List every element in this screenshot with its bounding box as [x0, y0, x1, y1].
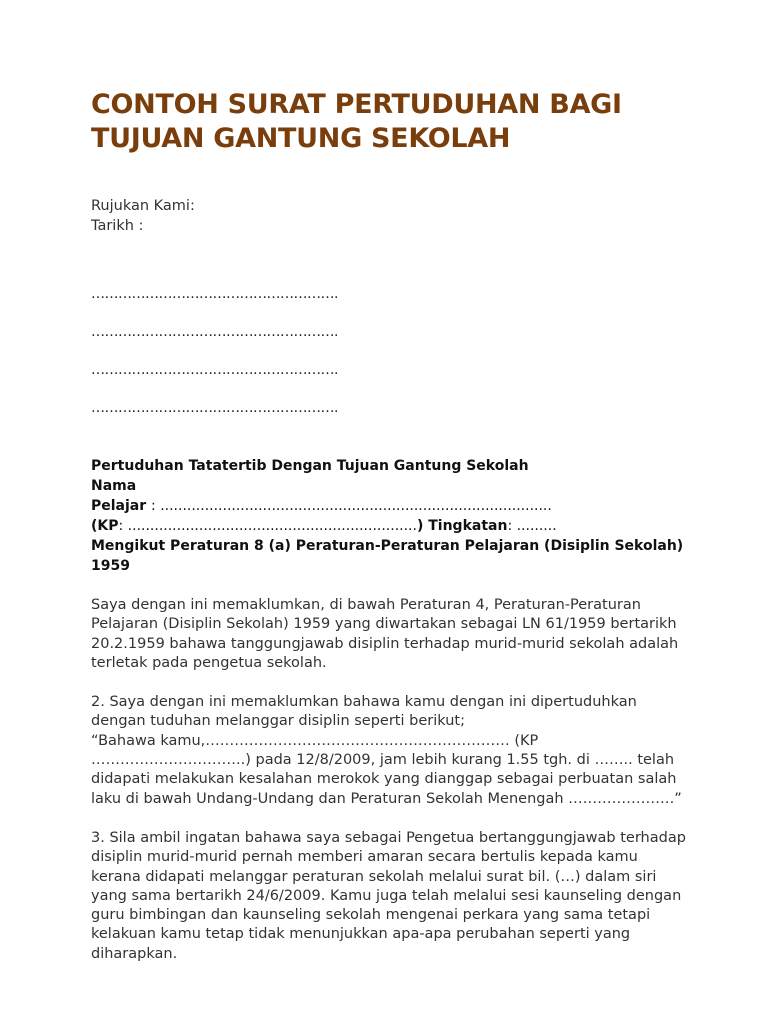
- pelajar-line: [91, 496, 688, 516]
- title-line-2: TUJUAN GANTUNG SEKOLAH: [91, 123, 511, 154]
- pelajar-label: Pelajar: [91, 498, 147, 514]
- title-line-1: CONTOH SURAT PERTUDUHAN BAGI: [91, 89, 622, 120]
- paragraph-1: Saya dengan ini memaklumkan, di bawah Peraturan 4, Peraturan-Peraturan Pelajaran (Disiplin Sekolah) 1959 yang diwartakan sebagai LN 61/1959 bertarikh 20.2.1959 bahawa tanggungjawab disiplin terhadap murid-murid sekolah adalah terletak pada pengetua sekolah.: [91, 597, 679, 671]
- pelajar-blank: : ........................................................................................: [151, 498, 552, 514]
- address-line: ……………………………………………….: [91, 362, 338, 378]
- reference-block: [91, 196, 688, 236]
- paragraph-2-quote: “Bahawa kamu,……………………………………………………… (KP …………………………..) pada 12/8/2009, jam lebih kurang 1.55 tgh. di …….. telah didapati melakukan kesalahan merokok yang dianggap sebagai perbuatan salah laku di bawah Undang-Undang dan Peraturan Sekolah Menengah ………………….”: [91, 732, 682, 807]
- charge-heading: Pertuduhan Tatatertib Dengan Tujuan Gantung Sekolah: [91, 458, 529, 474]
- regulation-line: Mengikut Peraturan 8 (a) Peraturan-Peraturan Pelajaran (Disiplin Sekolah) 1959: [91, 538, 684, 574]
- document-title: [91, 88, 688, 156]
- address-line: ……………………………………………….: [91, 400, 338, 416]
- kp-label: (KP: [91, 518, 119, 534]
- address-line: ……………………………………………….: [91, 286, 338, 302]
- tingkatan-label: ) Tingkatan: [416, 518, 508, 534]
- paragraph-2-intro: 2. Saya dengan ini memaklumkan bahawa kamu dengan ini dipertuduhkan dengan tuduhan melanggar disiplin seperti berikut;: [91, 694, 637, 730]
- tarikh-label: Tarikh :: [91, 218, 144, 234]
- tingkatan-blank: : .........: [507, 518, 557, 534]
- address-block: [91, 284, 688, 418]
- nama-label: Nama: [91, 478, 137, 494]
- paragraph-2: [91, 693, 688, 809]
- kp-blank: : .................................................................: [118, 518, 417, 534]
- charge-block: [91, 456, 688, 576]
- kp-line: [91, 516, 688, 536]
- paragraph-3: 3. Sila ambil ingatan bahawa saya sebagai Pengetua bertanggungjawab terhadap disiplin murid-murid pernah memberi amaran secara bertulis kepada kamu kerana didapati melanggar peraturan sekolah melalui surat bil. (…) dalam siri yang sama bertarikh 24/6/2009. Kamu juga telah melalui sesi kaunseling dengan guru bimbingan dan kaunseling sekolah mengenai perkara yang sama tetapi kelakuan kamu tetap tidak menunjukkan apa-apa perubahan seperti yang diharapkan.: [91, 829, 686, 962]
- rujukan-label: Rujukan Kami:: [91, 198, 195, 214]
- address-line: ……………………………………………….: [91, 324, 338, 340]
